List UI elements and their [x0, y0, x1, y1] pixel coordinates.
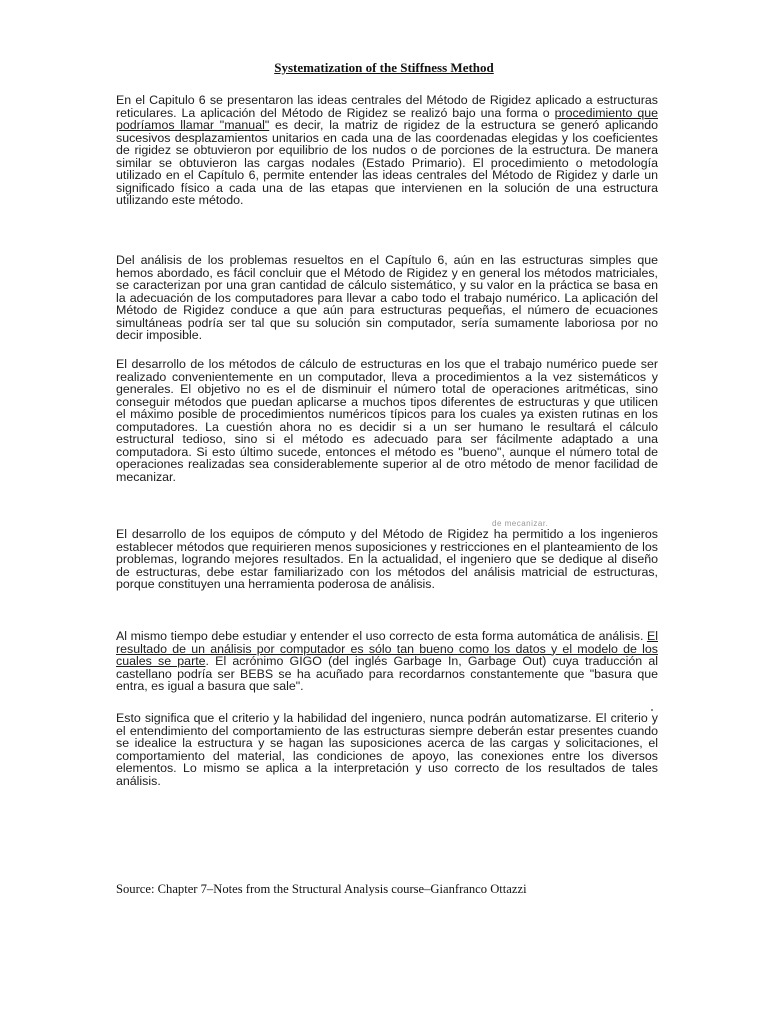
paragraph-text	[116, 358, 658, 483]
paragraph-segment: Esto significa que el criterio y la habilidad del ingeniero, nunca podrán automatizarse. El criterio y el entendimiento del comportamiento de las estructuras siempre deberán estar presentes cuando se idealice la estructura y se hagan las suposiciones acerca de las cargas y solicitaciones, el comportamiento del material, las condiciones de apoyo, las conexiones entre los diversos elementos. Lo mismo se aplica a la interpretación y uso correcto de los resultados de tales análisis.	[116, 711, 658, 788]
underlined-phrase: procedimiento que podríamos llamar "manual"	[116, 105, 658, 133]
paragraph-6	[116, 712, 658, 787]
paragraph-segment: Del análisis de los problemas resueltos en el Capítulo 6, aún en las estructuras simples que hemos abordado, es fácil concluir que el Método de Rigidez y en general los métodos matriciales, se caracterizan por una gran cantidad de cálculo sistemático, y su valor en la práctica se basa en la adecuación de los computadores para llevar a cabo todo el trabajo numérico. La aplicación del Método de Rigidez conduce a que aún para estructuras pequeñas, el número de ecuaciones simultáneas podría ser tal que su solución sin computador, sería sumamente laboriosa por no decir imposible.	[116, 253, 658, 343]
source-citation: Source: Chapter 7–Notes from the Structural Analysis course–Gianfranco Ottazzi	[116, 882, 527, 896]
paragraph-text	[116, 94, 658, 207]
paragraph-text	[116, 712, 658, 787]
paragraph-segment: El desarrollo de los métodos de cálculo de estructuras en los que el trabajo numérico puede ser realizado convenientemente en un computador, lleva a procedimientos a la vez sistemáticos y generales. El objetivo no es el de disminuir el número total de operaciones aritméticas, sino conseguir métodos que puedan aplicarse a muchos tipos diferentes de estructuras y que utilicen el máximo posible de procedimientos numéricos típicos para los cuales ya existen rutinas en los computadores. La cuestión ahora no es decidir si a un ser humano le resultará el cálculo estructural tedioso, sino si el método es adecuado para ser fácilmente adaptado a una computadora. Si esto último sucede, entonces el método es "bueno", aunque el número total de operaciones realizadas sea considerablemente superior al de otro método de menor facilidad de mecanizar.	[116, 357, 658, 484]
document-title: Systematization of the Stiffness Method	[274, 60, 494, 75]
paragraph-segment: El desarrollo de los equipos de cómputo y del Método de Rigidez ha permitido a los ingenieros establecer métodos que requirieren menos suposiciones y restricciones en el planteamiento de los problemas, logrando mejores resultados. En la actualidad, el ingeniero que se dedique al diseño de estructuras, debe estar familiarizado con los métodos del análisis matricial de estructuras, porque constituyen una herramienta poderosa de análisis.	[116, 527, 658, 592]
paragraph-1	[116, 94, 658, 207]
paragraph-5	[116, 630, 658, 693]
paragraph-segment: En el Capitulo 6 se presentaron las ideas centrales del Método de Rigidez aplicado a estructuras reticulares. La aplicación del Método de Rigidez se realizó bajo una forma o	[116, 93, 658, 120]
paragraph-3	[116, 358, 658, 483]
paragraph-4	[116, 528, 658, 591]
scan-artifact-text: de mecanizar.	[492, 519, 549, 528]
paragraph-text	[116, 254, 658, 342]
paragraph-segment: Al mismo tiempo debe estudiar y entender el uso correcto de esta forma automática de análisis.	[116, 629, 647, 643]
paragraph-text	[116, 630, 658, 693]
paragraph-segment: . El acrónimo GIGO (del inglés Garbage In, Garbage Out) cuya traducción al castellano podría ser BEBS se ha acuñado para recordarnos constantemente que "basura que entra, es igual a basura que sale".	[116, 654, 659, 694]
paragraph-2	[116, 254, 658, 342]
underlined-phrase: El resultado de un análisis por computador es sólo tan bueno como los datos y el modelo de los cuales se parte	[116, 629, 658, 669]
paragraph-text	[116, 528, 658, 591]
paragraph-segment: es decir, la matriz de rigidez de la estructura se generó aplicando sucesivos desplazamientos unitarios en cada una de las coordenadas elegidas y los coeficientes de rigidez se obtuvieron por equilibrio de los nudos o de porciones de la estructura. De manera similar se obtuvieron las cargas nodales (Estado Primario). El procedimiento o metodología utilizado en el Capítulo 6, permite entender las ideas centrales del Método de Rigidez y darle un significado físico a cada una de las etapas que intervienen en la solución de una estructura utilizando este método.	[116, 118, 658, 208]
